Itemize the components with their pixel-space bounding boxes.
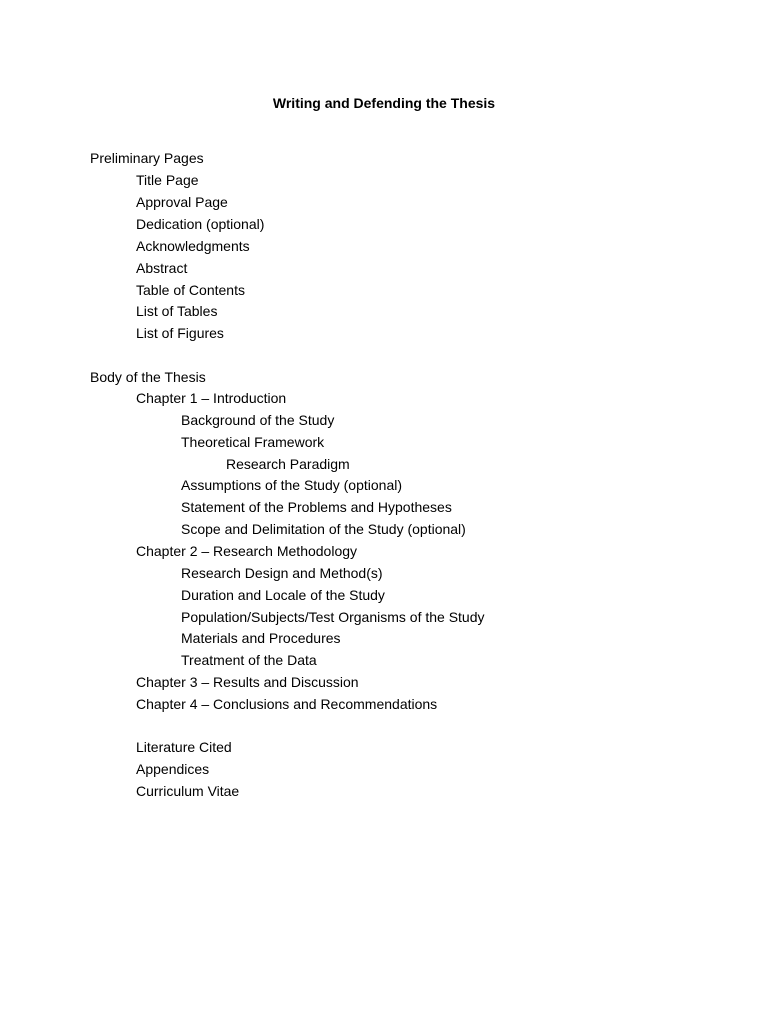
- outline-item-title-page: Title Page: [136, 172, 199, 188]
- outline-item-appendices: Appendices: [136, 761, 210, 777]
- outline-item-list-of-figures: List of Figures: [136, 325, 224, 341]
- outline-item-population: Population/Subjects/Test Organisms of the Study: [181, 609, 485, 625]
- outline-item-research-design: Research Design and Method(s): [181, 565, 383, 581]
- outline-item-duration-locale: Duration and Locale of the Study: [181, 587, 385, 603]
- outline-item-abstract: Abstract: [136, 260, 188, 276]
- outline-item-treatment-of-data: Treatment of the Data: [181, 652, 317, 668]
- outline-item-curriculum-vitae: Curriculum Vitae: [136, 783, 240, 799]
- outline-item-statement-of-problems: Statement of the Problems and Hypotheses: [181, 499, 452, 515]
- outline-item-theoretical-framework: Theoretical Framework: [181, 434, 325, 450]
- outline-item-list-of-tables: List of Tables: [136, 303, 218, 319]
- outline-item-literature-cited: Literature Cited: [136, 739, 232, 755]
- outline-item-scope-delimitation: Scope and Delimitation of the Study (optional): [181, 521, 466, 537]
- outline-item-table-of-contents: Table of Contents: [136, 282, 245, 298]
- outline-item-research-paradigm: Research Paradigm: [226, 456, 350, 472]
- section-heading-preliminary: Preliminary Pages: [90, 150, 204, 166]
- chapter-2-heading: Chapter 2 – Research Methodology: [136, 543, 358, 559]
- chapter-4-heading: Chapter 4 – Conclusions and Recommendations: [136, 696, 438, 712]
- section-heading-body: Body of the Thesis: [90, 369, 206, 385]
- chapter-1-heading: Chapter 1 – Introduction: [136, 390, 287, 406]
- outline-item-materials-procedures: Materials and Procedures: [181, 630, 341, 646]
- outline-item-acknowledgments: Acknowledgments: [136, 238, 250, 254]
- document-title: Writing and Defending the Thesis: [272, 95, 496, 111]
- outline-item-assumptions: Assumptions of the Study (optional): [181, 477, 403, 493]
- outline-item-background: Background of the Study: [181, 412, 335, 428]
- outline-item-approval-page: Approval Page: [136, 194, 228, 210]
- outline-item-dedication: Dedication (optional): [136, 216, 265, 232]
- chapter-3-heading: Chapter 3 – Results and Discussion: [136, 674, 359, 690]
